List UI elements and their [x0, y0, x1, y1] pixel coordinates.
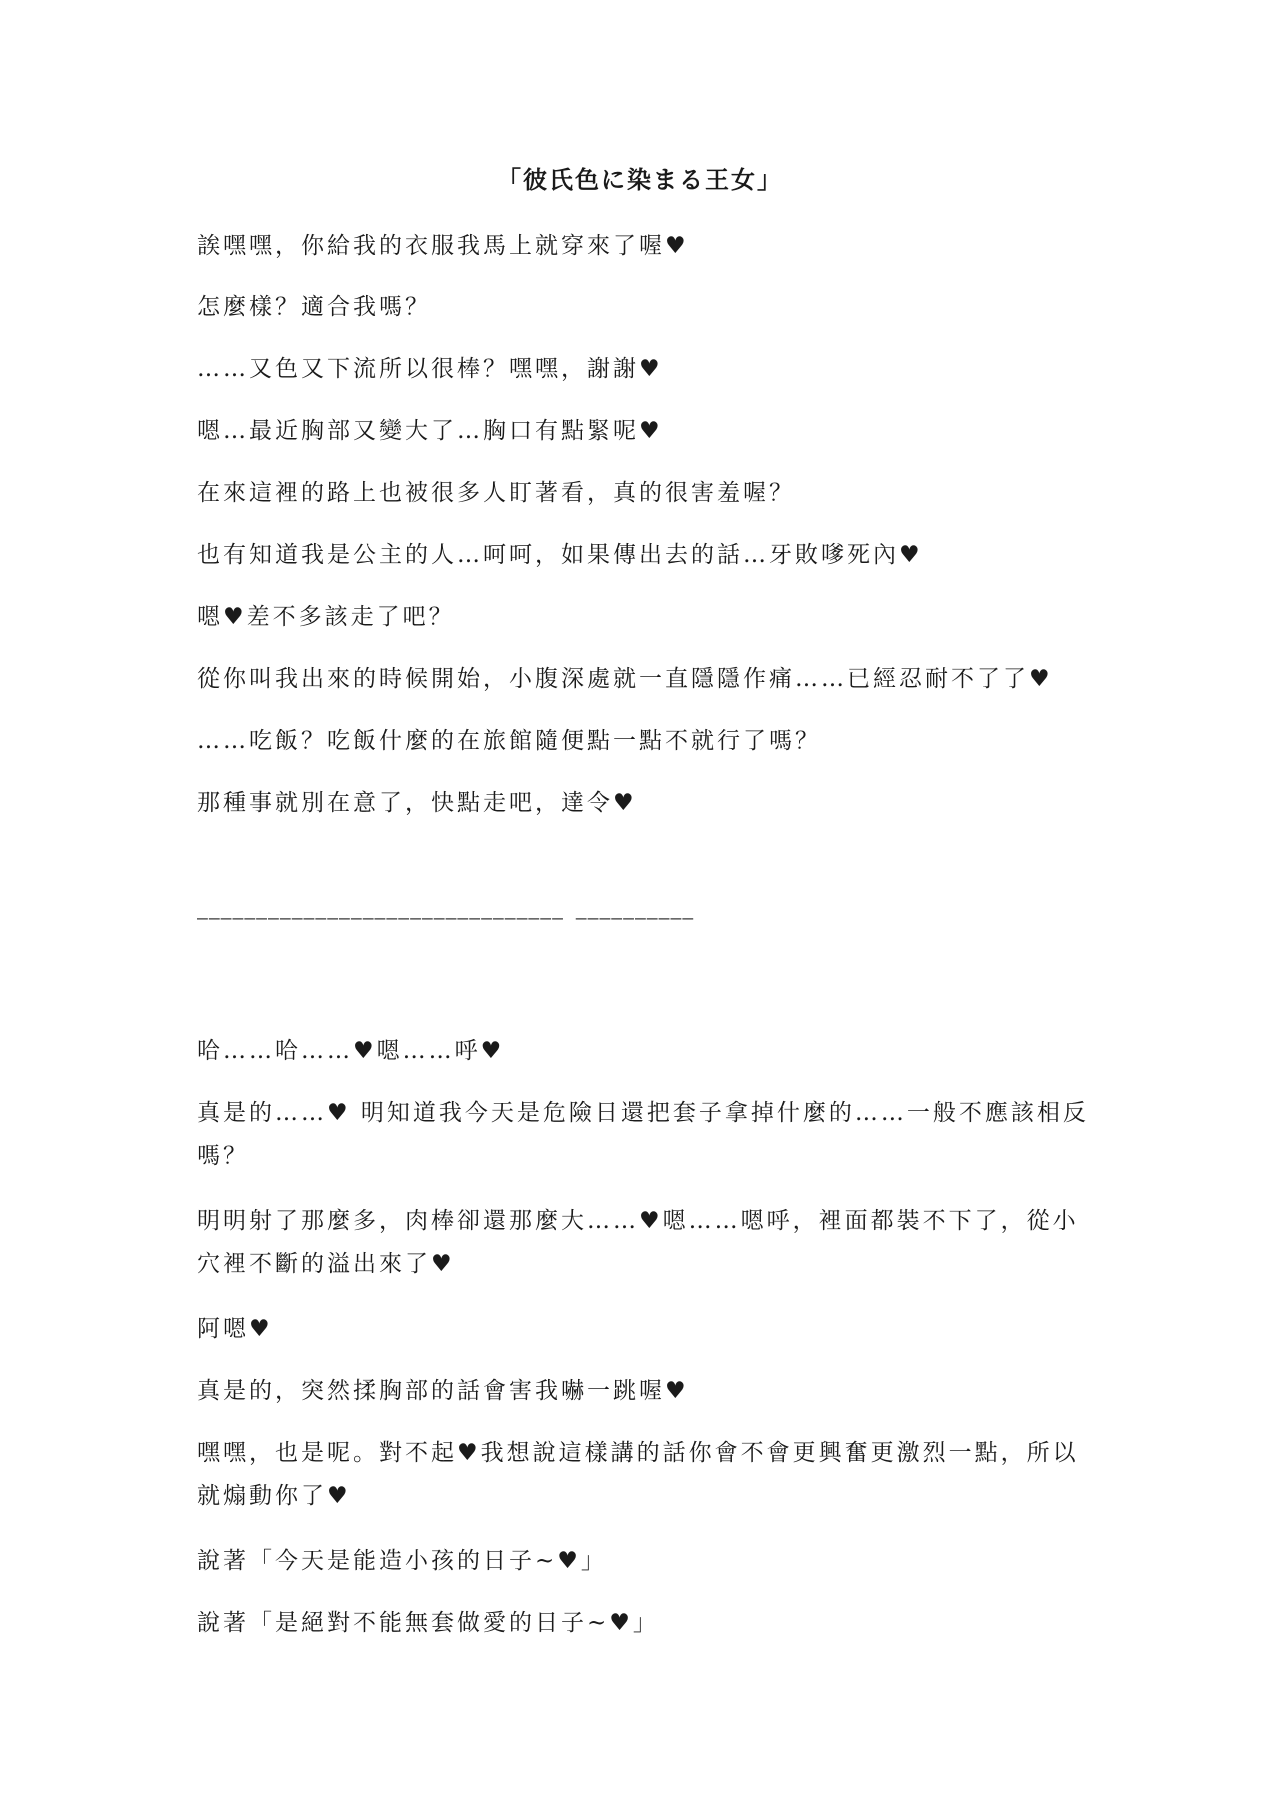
section-divider: ——————————————————————————————— ——————————	[197, 908, 695, 929]
paragraph: 阿嗯♥	[197, 1316, 273, 1342]
paragraph: 嗯…最近胸部又變大了…胸口有點緊呢♥	[197, 418, 663, 444]
paragraph: 說著「是絕對不能無套做愛的日子~♥」	[197, 1610, 659, 1636]
paragraph: 真是的……♥ 明知道我今天是危險日還把套子拿掉什麼的……一般不應該相反嗎？	[197, 1100, 1089, 1169]
paragraph: 在來這裡的路上也被很多人盯著看，真的很害羞喔？	[197, 480, 795, 506]
paragraph: 說著「今天是能造小孩的日子~♥」	[197, 1548, 607, 1574]
paragraph: 真是的，突然揉胸部的話會害我嚇一跳喔♥	[197, 1378, 689, 1404]
document-title: 「彼氏色に染まる王女」	[497, 165, 783, 194]
paragraph: 嘿嘿，也是呢。對不起♥我想說這樣講的話你會不會更興奮更激烈一點，所以就煽動你了♥	[197, 1440, 1079, 1509]
paragraph: ……吃飯？吃飯什麼的在旅館隨便點一點不就行了嗎？	[197, 728, 821, 754]
paragraph: 嗯♥差不多該走了吧？	[197, 604, 455, 630]
paragraph: 哈……哈……♥嗯……呼♥	[197, 1038, 505, 1064]
paragraph: 誒嘿嘿，你給我的衣服我馬上就穿來了喔♥	[197, 233, 689, 259]
paragraph: 也有知道我是公主的人…呵呵，如果傳出去的話…牙敗嗲死內♥	[197, 542, 923, 568]
paragraph: 那種事就別在意了，快點走吧，達令♥	[197, 790, 637, 816]
paragraph: 怎麼樣？適合我嗎？	[197, 294, 431, 320]
paragraph: ……又色又下流所以很棒？嘿嘿，謝謝♥	[197, 356, 663, 382]
paragraph: 明明射了那麼多，肉棒卻還那麼大……♥嗯……嗯呼，裡面都裝不下了，從小穴裡不斷的溢出來了♥	[197, 1208, 1079, 1277]
paragraph: 從你叫我出來的時候開始，小腹深處就一直隱隱作痛……已經忍耐不了了♥	[197, 666, 1053, 692]
